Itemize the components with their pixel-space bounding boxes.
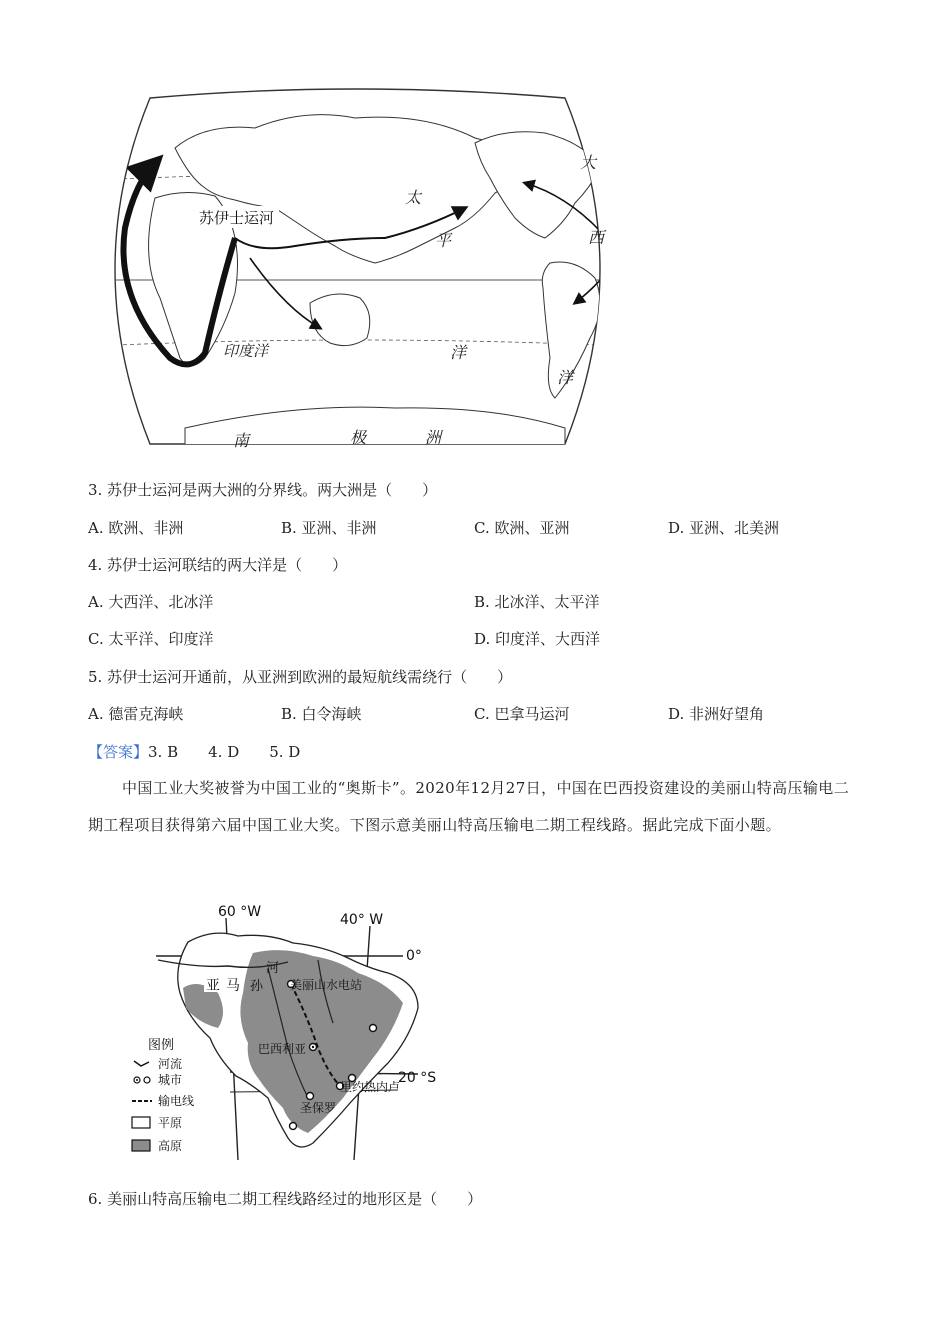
question-3-stem: 3. 苏伊士运河是两大洲的分界线。两大洲是（ ） (88, 481, 438, 499)
question-3-option-d[interactable]: D. 亚洲、北美洲 (668, 519, 780, 537)
legend-plain-icon (132, 1117, 150, 1128)
question-5-option-c[interactable]: C. 巴拿马运河 (474, 705, 570, 723)
answer-text: 3. B 4. D 5. D (148, 743, 301, 761)
question-3-option-c[interactable]: C. 欧洲、亚洲 (474, 519, 570, 537)
rio-label: 里约热内卢 (340, 1080, 401, 1094)
world-map-figure (95, 88, 620, 450)
legend-highland-icon (132, 1140, 150, 1151)
coast-city-marker-3 (290, 1123, 297, 1130)
atlantic-char-2: 西 (588, 228, 605, 247)
saopaulo-label: 圣保罗 (300, 1101, 337, 1115)
question-3-option-b[interactable]: B. 亚洲、非洲 (281, 519, 377, 537)
pacific-char-3: 洋 (450, 343, 467, 362)
legend-river: 河流 (158, 1057, 183, 1071)
antarctica-char-1: 南 (233, 431, 250, 450)
question-6-stem: 6. 美丽山特高压输电二期工程线路经过的地形区是（ ） (88, 1190, 483, 1208)
atlantic-char-3: 洋 (557, 368, 574, 387)
indian-ocean-label: 印度洋 (223, 342, 269, 360)
legend-highland: 高原 (158, 1139, 183, 1153)
brazil-map-figure (118, 898, 443, 1168)
lat-20s-label: 20 °S (398, 1070, 437, 1086)
question-5-option-d[interactable]: D. 非洲好望角 (668, 705, 765, 723)
legend-plain: 平原 (158, 1116, 183, 1130)
answer-line (88, 742, 300, 762)
map-legend (132, 1038, 194, 1153)
pacific-char-2: 平 (435, 231, 452, 250)
answer-tag: 【答案】 (88, 743, 149, 761)
lon-60w-label: 60 °W (218, 904, 262, 920)
river-char-1: 亚 (206, 978, 220, 994)
pacific-char-1: 太 (405, 188, 422, 207)
question-3-option-a[interactable]: A. 欧洲、非洲 (88, 519, 184, 537)
antarctica-char-3: 洲 (425, 428, 442, 447)
brasilia-label: 巴西利亚 (258, 1042, 307, 1056)
legend-title: 图例 (148, 1038, 175, 1053)
lat-0-label: 0° (406, 948, 422, 964)
river-char-3: 孙 (250, 979, 264, 994)
atlantic-char-1: 大 (580, 153, 597, 172)
river-char-2: 马 (226, 978, 240, 994)
suez-label: 苏伊士运河 (199, 209, 275, 227)
question-4-option-d[interactable]: D. 印度洋、大西洋 (474, 630, 601, 648)
legend-city: 城市 (158, 1073, 183, 1087)
antarctica-char-2: 极 (350, 428, 367, 447)
question-4-stem: 4. 苏伊士运河联结的两大洋是（ ） (88, 556, 348, 574)
river-char-4: 河 (266, 961, 280, 976)
legend-river-icon (134, 1061, 149, 1066)
brazil-map (118, 898, 443, 1168)
question-4-option-b[interactable]: B. 北冰洋、太平洋 (474, 593, 600, 611)
legend-city-icon-2 (144, 1077, 150, 1083)
passage: 中国工业大奖被誉为中国工业的“奥斯卡”。2020年12月27日，中国在巴西投资建设的美丽山特高压输电二期工程项目获得第六届中国工业大奖。下图示意美丽山特高压输电二期工程线路。据此完成下面小题。 (88, 779, 850, 834)
question-4-option-c[interactable]: C. 太平洋、印度洋 (88, 630, 214, 648)
legend-line: 输电线 (158, 1094, 195, 1108)
question-5-option-a[interactable]: A. 德雷克海峡 (88, 705, 184, 723)
station-label: 美丽山水电站 (290, 978, 363, 992)
world-map (95, 88, 620, 450)
question-5-stem: 5. 苏伊士运河开通前，从亚洲到欧洲的最短航线需绕行（ ） (88, 668, 513, 686)
coast-city-marker-1 (370, 1025, 377, 1032)
saopaulo-marker (307, 1093, 314, 1100)
lon-40w-label: 40° W (340, 912, 384, 928)
question-5-option-b[interactable]: B. 白令海峡 (281, 705, 362, 723)
question-4-option-a[interactable]: A. 大西洋、北冰洋 (88, 593, 214, 611)
